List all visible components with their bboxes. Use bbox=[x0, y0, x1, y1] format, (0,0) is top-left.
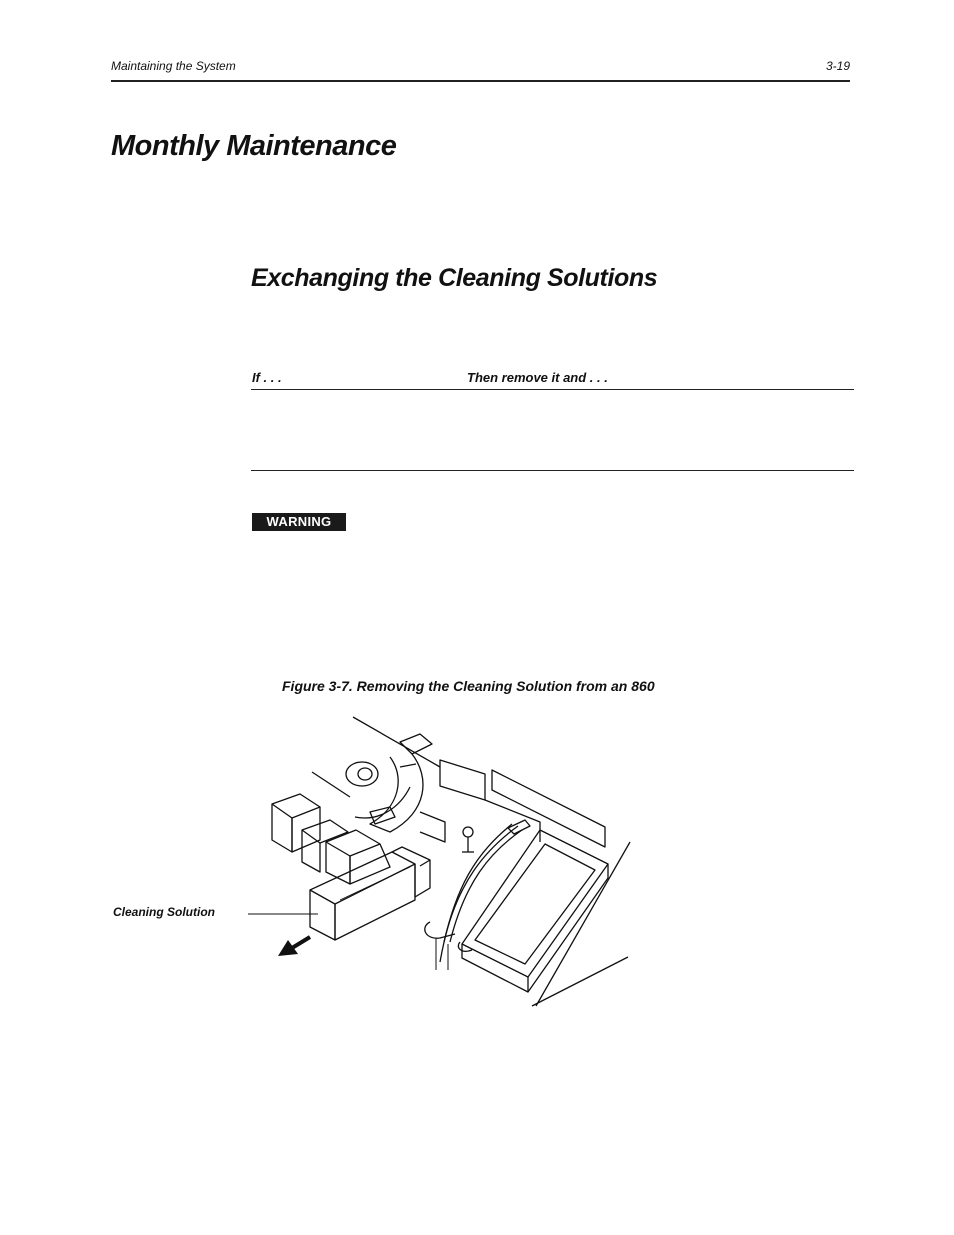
figure-callout-label: Cleaning Solution bbox=[113, 905, 215, 919]
section-title: Exchanging the Cleaning Solutions bbox=[251, 264, 658, 292]
rotor-arc bbox=[370, 754, 423, 832]
guide-line bbox=[353, 717, 440, 767]
header-rule bbox=[111, 80, 850, 82]
base-edge bbox=[532, 957, 628, 1006]
running-header-section: Maintaining the System bbox=[111, 59, 236, 73]
base-edge bbox=[536, 842, 630, 1006]
table-top-rule bbox=[251, 389, 854, 390]
page-title: Monthly Maintenance bbox=[111, 130, 397, 162]
reagent-block bbox=[326, 830, 380, 856]
warning-badge: WARNING bbox=[252, 513, 346, 531]
table-header-if: If . . . bbox=[252, 370, 282, 385]
housing-panel bbox=[492, 770, 605, 847]
table-header-then: Then remove it and . . . bbox=[467, 370, 608, 385]
rotor-cap bbox=[400, 734, 432, 754]
page-number: 3-19 bbox=[826, 59, 851, 73]
table-bottom-rule bbox=[251, 470, 854, 471]
guide-line bbox=[312, 772, 350, 797]
housing-top bbox=[440, 760, 485, 800]
instrument-illustration bbox=[240, 712, 640, 1012]
figure-caption: Figure 3-7. Removing the Cleaning Solution from an 860 bbox=[282, 678, 655, 694]
screw-icon bbox=[463, 827, 473, 837]
rotor-hub bbox=[346, 762, 378, 786]
removal-arrow-icon bbox=[278, 937, 310, 956]
reagent-block bbox=[272, 794, 320, 818]
reagent-block bbox=[302, 820, 348, 843]
